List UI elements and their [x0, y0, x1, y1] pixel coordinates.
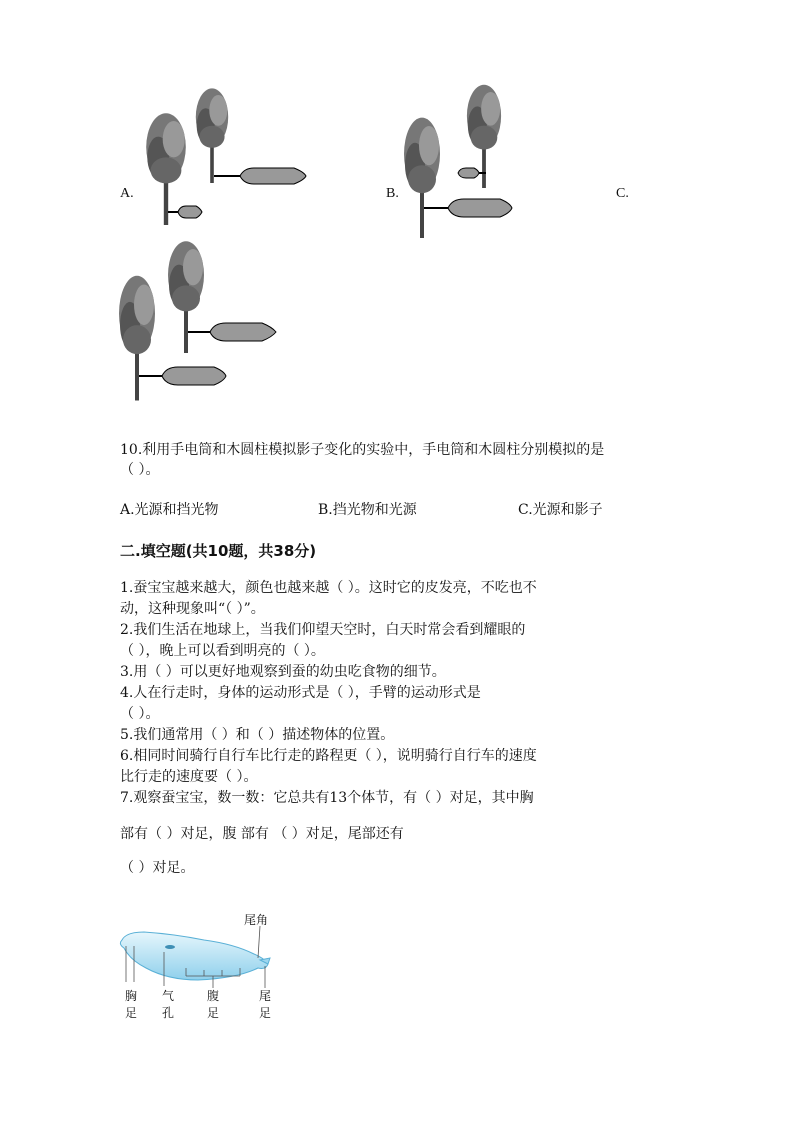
- option-c-shadow-upper: [210, 323, 276, 341]
- fill-q2-line2: （ ），晚上可以看到明亮的（ ）。: [120, 643, 325, 659]
- silkworm-spot: [165, 945, 175, 949]
- fill-q7-line1: 7.观察蚕宝宝，数一数：它总共有13个体节，有（ ）对足，其中胸: [120, 790, 534, 806]
- fill-q1-line1: 1.蚕宝宝越来越大，颜色也越来越（ ）。这时它的皮发亮，不吃也不: [120, 580, 537, 596]
- option-b-label: B.: [386, 186, 399, 201]
- fill-q1-line2: 动，这种现象叫“（ ）”。: [120, 601, 265, 617]
- option-c-label: C.: [616, 186, 629, 201]
- q10-line1: 10.利用手电筒和木圆柱模拟影子变化的实验中，手电筒和木圆柱分别模拟的是: [120, 442, 605, 458]
- option-a-shadow-long: [240, 168, 306, 184]
- silkworm-diagram: [110, 900, 300, 1000]
- tree-shadow-figures: [0, 0, 794, 420]
- fill-q7-line3: （ ）对足。: [120, 860, 195, 876]
- fill-q6-line2: 比行走的速度要（ ）。: [120, 769, 258, 785]
- option-a-shadow-small: [178, 206, 202, 218]
- fill-q4-line1: 4.人在行走时，身体的运动形式是（ ），手臂的运动形式是: [120, 685, 481, 701]
- fill-q7-line2: 部有（ ）对足，腹 部有 （ ）对足，尾部还有: [120, 826, 404, 842]
- option-a-tree-small: [196, 88, 228, 183]
- option-b-figure: [404, 85, 512, 238]
- option-c-tree-upper: [168, 241, 204, 353]
- section-title: 二.填空题(共10题，共38分): [120, 542, 317, 560]
- label-belly-feet: 腹足: [206, 989, 219, 1020]
- q10-line2: （ ）。: [120, 462, 160, 478]
- fill-q2-line1: 2.我们生活在地球上，当我们仰望天空时，白天时常会看到耀眼的: [120, 622, 526, 638]
- option-a-label: A.: [120, 186, 134, 201]
- label-chest-feet: 胸足: [124, 989, 137, 1020]
- label-tail-feet: 尾足: [258, 989, 271, 1020]
- fill-q6-line1: 6.相同时间骑行自行车比行走的路程更（ ），说明骑行自行车的速度: [120, 748, 537, 764]
- q10-option-a: A.光源和挡光物: [120, 502, 219, 518]
- option-c-shadow-lower: [162, 367, 226, 385]
- option-b-tree-large: [404, 118, 440, 238]
- q10-option-c: C.光源和影子: [518, 502, 603, 518]
- option-b-shadow-small: [458, 168, 479, 178]
- option-c-figure: [119, 241, 276, 400]
- fill-q3: 3.用（ ）可以更好地观察到蚕的幼虫吃食物的细节。: [120, 664, 446, 680]
- fill-q4-line2: （ ）。: [120, 706, 160, 722]
- option-c-tree-large: [119, 276, 155, 401]
- label-tail-horn: 尾角: [244, 913, 269, 927]
- option-b-shadow-long: [448, 199, 512, 217]
- label-spiracle: 气孔: [161, 989, 174, 1020]
- q10-option-b: B.挡光物和光源: [318, 502, 417, 518]
- fill-q5: 5.我们通常用（ ）和（ ）描述物体的位置。: [120, 727, 395, 743]
- option-a-figure: [146, 88, 306, 225]
- silkworm-body: [120, 932, 268, 980]
